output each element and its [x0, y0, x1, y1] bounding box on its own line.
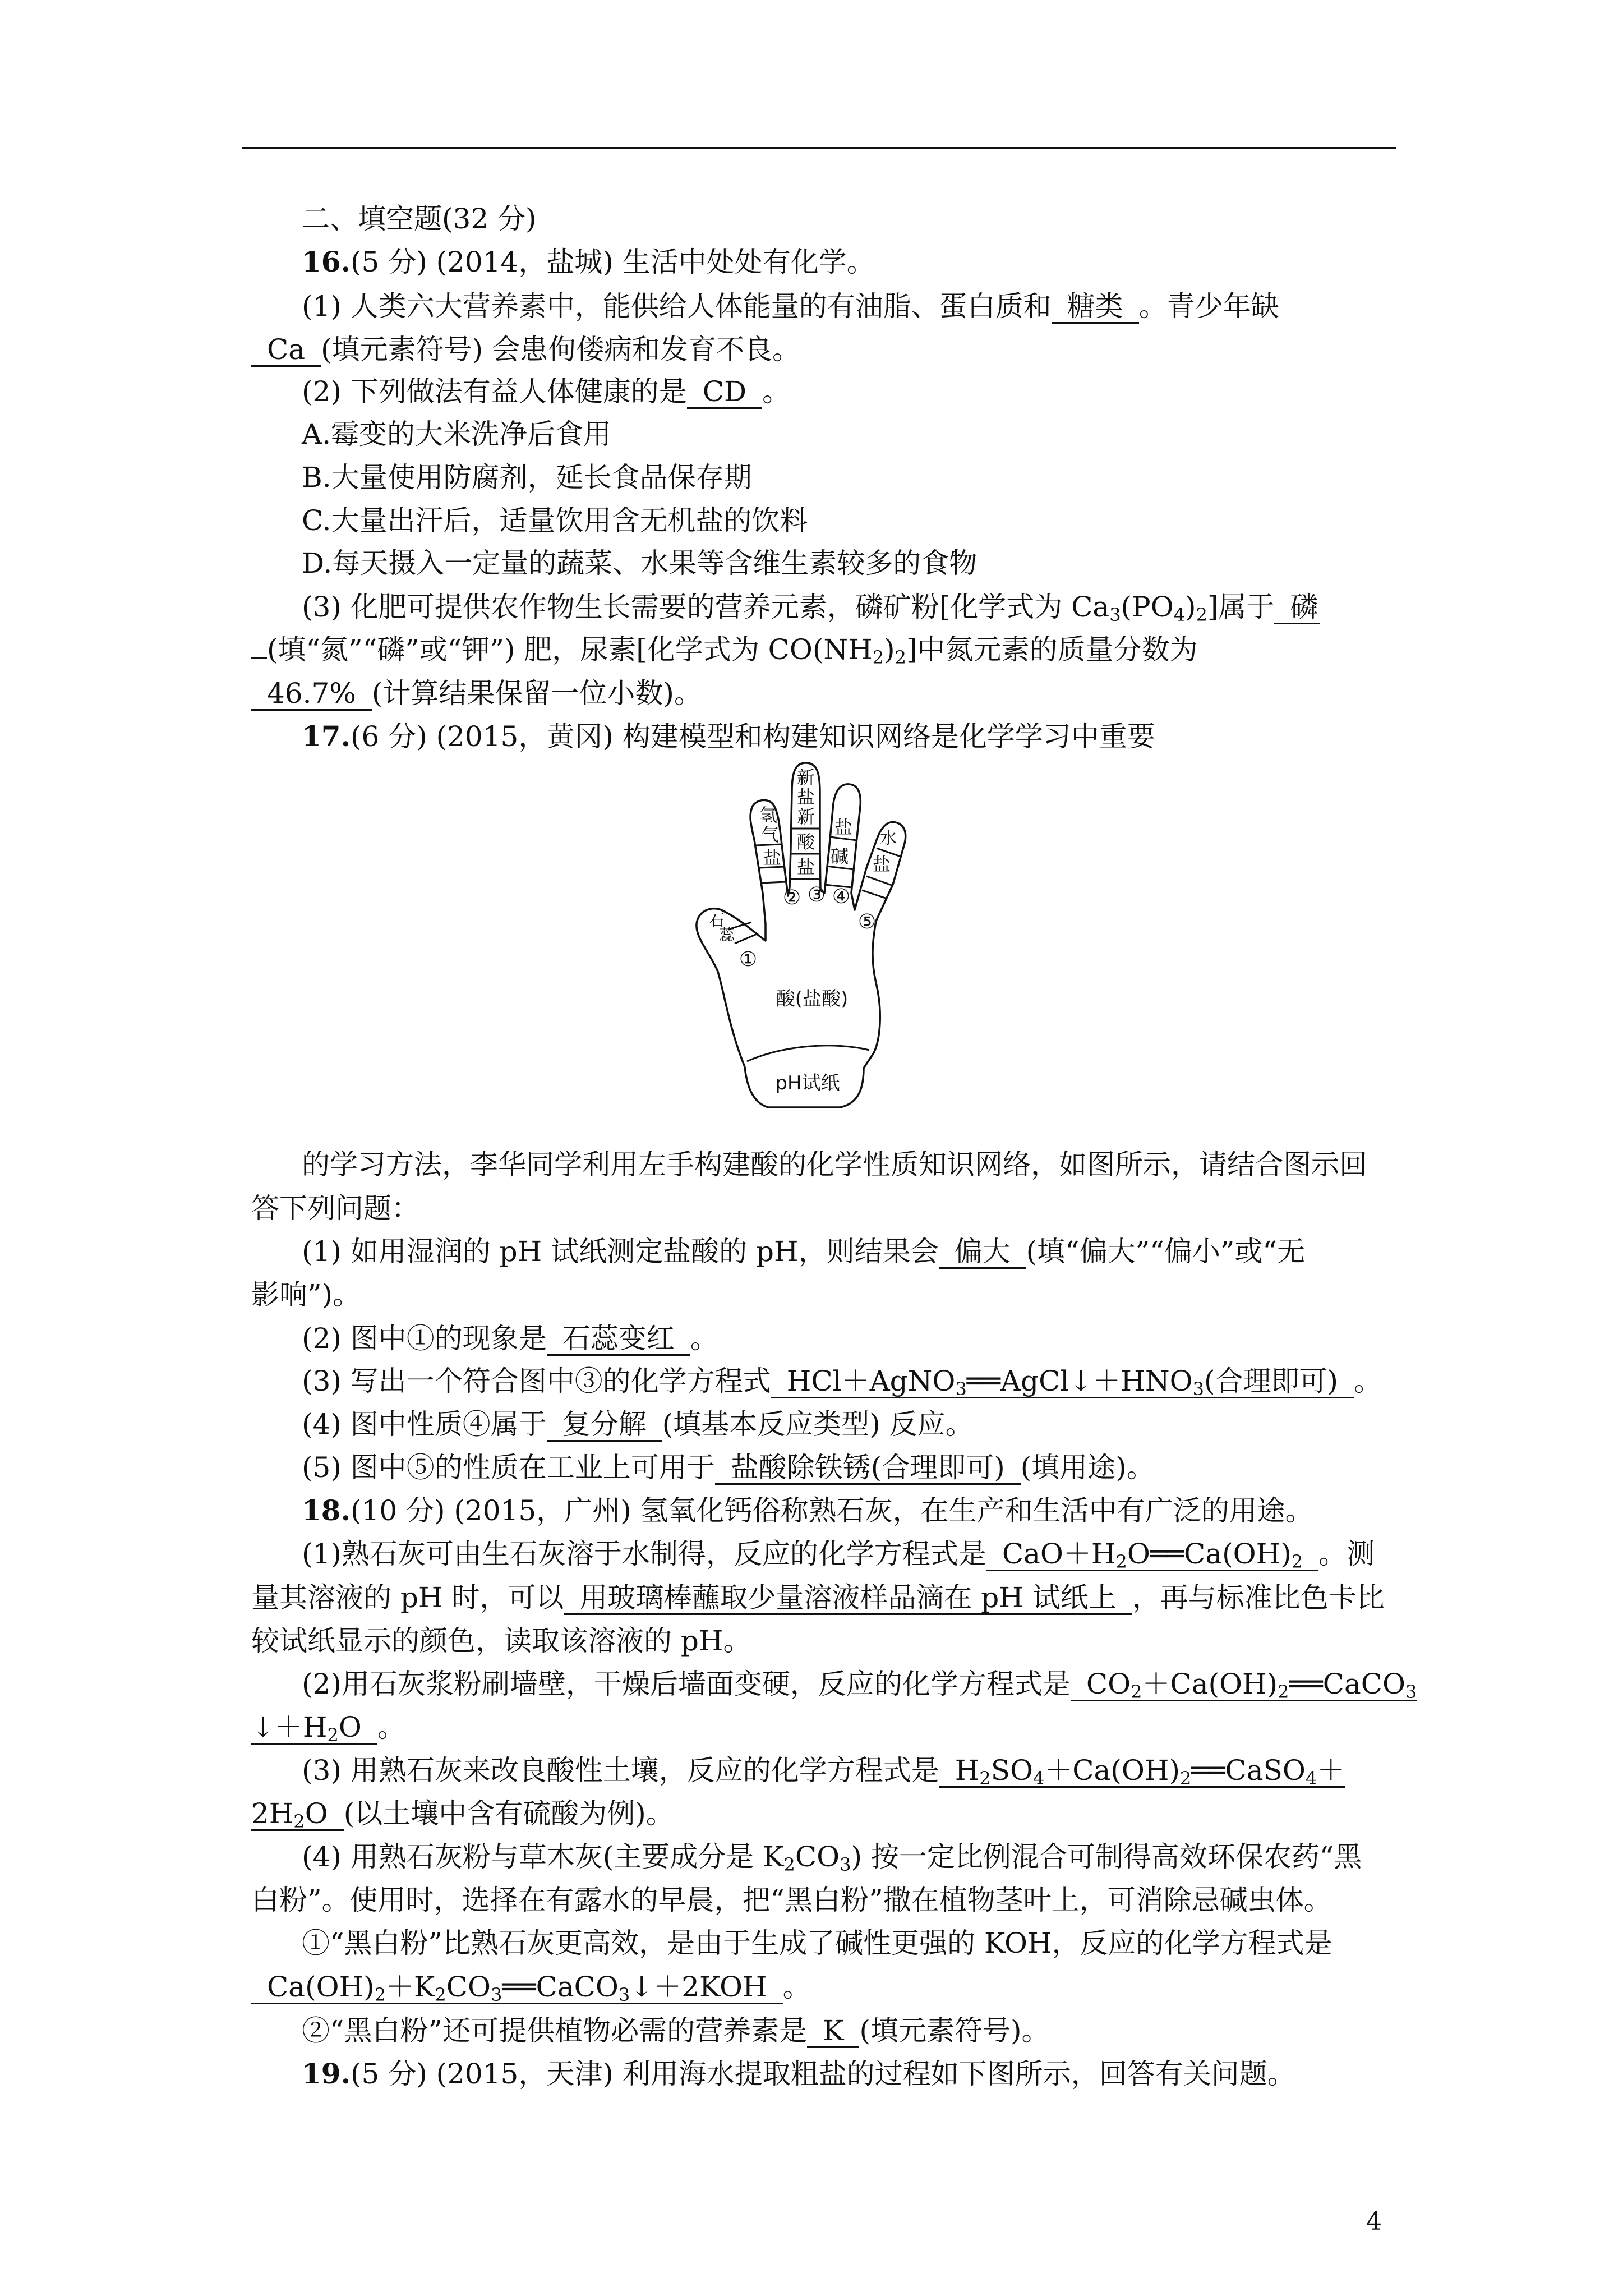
q18-a4-sub: 4 — [1032, 1768, 1045, 1789]
finger-2-label: 新 — [796, 767, 815, 788]
q16-part2 — [302, 375, 790, 409]
q16-p3-text: ) — [884, 633, 895, 666]
q18-answer-4 — [939, 1755, 1345, 1788]
q18-a4-text: ══CaSO — [1191, 1754, 1306, 1787]
circle-1-label: ① — [739, 948, 758, 971]
q17-answer-2: 石蕊变红 — [547, 1323, 690, 1356]
q17-p5-text: (5) 图中⑤的性质在工业上可用于 — [302, 1451, 715, 1484]
finger-2-label: 新 — [796, 806, 815, 827]
palm-divider — [747, 1046, 869, 1061]
q17-p1-text-b: (填“偏大”“偏小”或“无 — [1026, 1235, 1305, 1268]
hand-diagram — [695, 758, 987, 1114]
q16-option-c: C.大量出汗后，适量饮用含无机盐的饮料 — [302, 504, 808, 537]
q18-a3-sub: 2 — [1278, 1681, 1289, 1703]
q18-a3-text: ══CaCO — [1289, 1668, 1406, 1700]
q18-part6 — [302, 2014, 1050, 2048]
q16-p3-sub: 2 — [895, 647, 907, 668]
q16-part1-line2 — [251, 333, 800, 367]
q16-part1-line1 — [302, 289, 1279, 324]
finger-3-label: 碱 — [830, 846, 849, 867]
q16-answer-4: 磷 — [1274, 591, 1320, 624]
q18-a3-text: CO — [1086, 1668, 1131, 1700]
q18-p5-text-b: 。 — [782, 1971, 811, 2003]
q18-part1-line3: 较试纸显示的颜色，读取该溶液的 pH。 — [251, 1625, 751, 1657]
q17-part1-line1 — [302, 1235, 1305, 1269]
q16-p3-sub: 2 — [872, 647, 884, 668]
circle-3-label: ③ — [807, 884, 826, 907]
q18-answer-3-cont — [251, 1711, 377, 1745]
q17-a3-sub: 3 — [1192, 1378, 1204, 1400]
q18-a3-text: ＋Ca(OH) — [1142, 1668, 1278, 1700]
q18-a4-text: H — [955, 1754, 980, 1787]
q17-part4 — [302, 1407, 974, 1442]
q18-a5-sub: 3 — [491, 1984, 502, 2005]
thumb-label: 蕊 — [718, 926, 735, 944]
thumb-label: 石 — [708, 911, 725, 930]
q17-part3 — [302, 1364, 1382, 1398]
q16-p3-text: ]中氮元素的质量分数为 — [906, 633, 1198, 666]
finger-1-label: 气 — [760, 824, 780, 845]
hand-diagram-svg — [695, 758, 987, 1114]
q18-a1-text: CaO＋H — [1002, 1538, 1116, 1570]
finger-1-label: 盐 — [763, 847, 782, 868]
q18-p4-text: (4) 用熟石灰粉与草木灰(主要成分是 K — [302, 1841, 784, 1873]
q17-a3-sub: 3 — [955, 1378, 967, 1400]
q18-p4-text: CO — [795, 1841, 840, 1873]
q18-part3-line1 — [302, 1754, 1345, 1788]
q18-answer-3 — [1071, 1668, 1417, 1701]
q18-a4-text: 2H — [251, 1797, 294, 1830]
q18-part2-line1 — [302, 1667, 1417, 1701]
palm-label: 酸(盐酸) — [776, 988, 849, 1010]
q17-p3-text: (3) 写出一个符合图中③的化学方程式 — [302, 1365, 771, 1397]
q17-p4-text-b: (填基本反应类型) 反应。 — [662, 1408, 974, 1441]
q17-p3-text-b: 。 — [1353, 1365, 1382, 1397]
q16-p3-text: (填“氮”“磷”或“钾”) 肥，尿素[化学式为 CO(NH — [267, 633, 873, 666]
q18-p4-text: ) 按一定比例混合可制得高效环保农药“黑 — [851, 1841, 1362, 1873]
q18-answer-2: 用玻璃棒蘸取少量溶液样品滴在 pH 试纸上 — [564, 1582, 1132, 1615]
q16-p3-text: (PO — [1121, 591, 1174, 623]
q16-p3-text: (3) 化肥可提供农作物生长需要的营养元素，磷矿粉[化学式为 Ca — [302, 591, 1110, 623]
q18-a3-sub: 3 — [1405, 1681, 1417, 1703]
q17-p5-text-b: (填用途)。 — [1020, 1451, 1155, 1484]
q18-answer-5 — [251, 1971, 783, 2004]
finger-4-label: 盐 — [872, 854, 891, 875]
q18-a1-sub: 2 — [1291, 1551, 1303, 1572]
q16-part3-line2 — [251, 633, 1198, 666]
q18-p6-text-b: (填元素符号)。 — [859, 2014, 1050, 2047]
q17-continuation-2: 答下列问题： — [251, 1192, 419, 1225]
q17-answer-1: 偏大 — [939, 1236, 1026, 1269]
q16-option-a: A.霉变的大米洗净后食用 — [302, 418, 612, 450]
q16-p3-sub: 3 — [1109, 604, 1121, 625]
q16-p1-text: (1) 人类六大营养素中，能供给人体能量的有油脂、蛋白质和 — [302, 290, 1052, 323]
q17-part5 — [302, 1451, 1155, 1485]
q19-head: (5 分) (2015，天津) 利用海水提取粗盐的过程如下图所示，回答有关问题。 — [351, 2058, 1295, 2090]
q17-a3-text: HCl＋AgNO — [786, 1365, 956, 1397]
q18-header — [302, 1494, 1313, 1527]
finger-2-label: 盐 — [796, 786, 815, 808]
q18-p2-text: (2)用石灰浆粉刷墙壁，干燥后墙面变硬，反应的化学方程式是 — [302, 1668, 1071, 1700]
q18-p1-text-d: ，再与标准比色卡比 — [1132, 1581, 1385, 1614]
q16-p1-text-b: 。青少年缺 — [1138, 290, 1279, 323]
q18-part5-line1: ①“黑白粉”比熟石灰更高效，是由于生成了碱性更强的 KOH，反应的化学方程式是 — [302, 1927, 1332, 1959]
q17-part2 — [302, 1322, 718, 1356]
circle-4-label: ④ — [832, 885, 851, 908]
finger-2-label: 盐 — [796, 857, 815, 878]
finger-4-band — [866, 876, 892, 885]
q18-number: 18. — [302, 1494, 351, 1527]
finger-4-label: 水 — [880, 829, 897, 848]
q18-a4-sub: 4 — [1305, 1768, 1317, 1789]
q17-a3-text: ══AgCl↓＋HNO — [966, 1365, 1193, 1397]
thumb-band — [735, 933, 758, 944]
q18-a4-text: ＋ — [1317, 1754, 1345, 1787]
q18-p6-text: ②“黑白粉”还可提供植物必需的营养素是 — [302, 2014, 808, 2047]
q18-a5-sub: 3 — [618, 1984, 630, 2005]
q17-p1-text: (1) 如用湿润的 pH 试纸测定盐酸的 pH，则结果会 — [302, 1235, 939, 1268]
q17-p2-text: (2) 图中①的现象是 — [302, 1322, 547, 1355]
q18-a3-text: O — [338, 1711, 362, 1743]
q18-a1-sub: 2 — [1115, 1551, 1127, 1572]
q18-p3-text-b: (以土壤中含有硫酸为例)。 — [343, 1797, 674, 1830]
q16-number: 16. — [302, 245, 351, 278]
top-rule — [242, 147, 1396, 149]
q18-part3-line2 — [251, 1797, 674, 1831]
q18-a4-text: ＋Ca(OH) — [1044, 1754, 1180, 1787]
q18-head: (10 分) (2015，广州) 氢氧化钙俗称熟石灰，在生产和生活中有广泛的用途。 — [351, 1494, 1313, 1527]
q18-part4-line2: 白粉”。使用时，选择在有露水的早晨，把“黑白粉”撒在植物茎叶上，可消除忌碱虫体。 — [251, 1884, 1332, 1916]
q17-part1-line2: 影响”)。 — [251, 1278, 361, 1311]
q16-p1-text-c: (填元素符号) 会患佝偻病和发育不良。 — [321, 333, 800, 366]
circle-5-label: ⑤ — [857, 910, 877, 933]
q18-part4-line1 — [302, 1840, 1362, 1874]
q18-a4-text: O — [305, 1797, 328, 1830]
q17-p4-text: (4) 图中性质④属于 — [302, 1408, 547, 1441]
q18-a4-sub: 2 — [979, 1768, 991, 1789]
q18-a3-sub: 2 — [327, 1724, 339, 1746]
q18-answer-4-cont — [251, 1798, 344, 1831]
q18-part2-line2 — [251, 1710, 405, 1745]
q16-p3-sub: 2 — [1196, 604, 1207, 625]
q18-answer-6: K — [807, 2015, 859, 2048]
q16-part3-line3 — [251, 677, 702, 711]
q18-a4-sub: 2 — [293, 1811, 305, 1832]
q18-part5-line2 — [251, 1970, 811, 2004]
q16-header — [302, 245, 875, 279]
q16-head: (5 分) (2014，盐城) 生活中处处有化学。 — [351, 246, 875, 278]
q18-p3-text: (3) 用熟石灰来改良酸性土壤，反应的化学方程式是 — [302, 1754, 939, 1787]
q17-answer-3 — [771, 1365, 1354, 1398]
q17-answer-5: 盐酸除铁锈(合理即可) — [715, 1452, 1021, 1485]
q17-header — [302, 720, 1155, 753]
finger-1-label: 氢 — [759, 804, 778, 826]
q18-a5-text: ↓＋2KOH — [630, 1971, 767, 2003]
q16-answer-1: 糖类 — [1052, 291, 1139, 324]
q18-p1-text: (1)熟石灰可由生石灰溶于水制得，反应的化学方程式是 — [302, 1538, 986, 1570]
q18-part1-line1 — [302, 1537, 1375, 1571]
q16-option-d: D.每天摄入一定量的蔬菜、水果等含维生素较多的食物 — [302, 547, 978, 579]
q16-p3-text: ]属于 — [1207, 591, 1275, 623]
q18-p1-text-c: 量其溶液的 pH 时，可以 — [251, 1581, 564, 1614]
q16-p3-text: ) — [1185, 591, 1196, 623]
q18-a5-sub: 2 — [435, 1984, 446, 2005]
q19-header — [302, 2057, 1295, 2091]
q18-a5-text: ＋K — [386, 1971, 435, 2003]
q18-a5-text: ══CaCO — [502, 1971, 619, 2003]
q18-a5-text: Ca(OH) — [267, 1971, 375, 2003]
q18-answer-1 — [986, 1538, 1318, 1571]
q18-p1-text-b: 。测 — [1318, 1538, 1375, 1570]
q19-number: 19. — [302, 2057, 351, 2090]
q18-a5-text: CO — [446, 1971, 491, 2003]
q18-a5-sub: 2 — [374, 1984, 386, 2005]
circle-2-label: ② — [782, 886, 801, 909]
q17-a3-text: (合理即可) — [1204, 1365, 1338, 1397]
section-heading: 二、填空题(32 分) — [302, 203, 537, 235]
q17-p2-text-b: 。 — [690, 1322, 718, 1355]
q16-part3-line1 — [302, 590, 1320, 624]
finger-2-label: 酸 — [796, 831, 815, 853]
q17-number: 17. — [302, 720, 351, 753]
q17-answer-4: 复分解 — [547, 1409, 662, 1442]
q17-head: (6 分) (2015，黄冈) 构建模型和构建知识网络是化学学习中重要 — [351, 720, 1155, 753]
q18-p2-text-b: 。 — [377, 1711, 405, 1743]
q18-a3-sub: 2 — [1131, 1681, 1142, 1703]
finger-4-band — [862, 890, 887, 899]
q18-a4-text: SO — [990, 1754, 1033, 1787]
q16-p2-text-b: 。 — [762, 375, 791, 408]
q16-p3-text: (计算结果保留一位小数)。 — [371, 677, 702, 710]
q16-answer-2: Ca — [251, 334, 321, 367]
q18-p4-sub: 3 — [840, 1854, 851, 1875]
q18-p4-sub: 2 — [783, 1854, 795, 1875]
q16-option-b: B.大量使用防腐剂，延长食品保存期 — [302, 461, 752, 494]
q18-a1-text: O══Ca(OH) — [1127, 1538, 1292, 1570]
q16-answer-3: CD — [687, 376, 762, 409]
wrist-label: pH试纸 — [775, 1072, 840, 1094]
q16-p2-text: (2) 下列做法有益人体健康的是 — [302, 375, 687, 408]
q16-answer-5: 46.7% — [251, 678, 372, 711]
q18-a4-sub: 2 — [1179, 1768, 1192, 1789]
finger-1-band — [762, 882, 786, 883]
finger-3-label: 盐 — [834, 817, 853, 838]
q18-a3-text: ↓＋H — [251, 1711, 328, 1743]
q16-p3-sub: 4 — [1173, 604, 1186, 625]
page-number: 4 — [1366, 2207, 1382, 2236]
q17-continuation-1: 的学习方法，李华同学利用左手构建酸的化学性质知识网络，如图所示，请结合图示回 — [302, 1148, 1367, 1181]
q18-part1-line2 — [251, 1581, 1385, 1615]
